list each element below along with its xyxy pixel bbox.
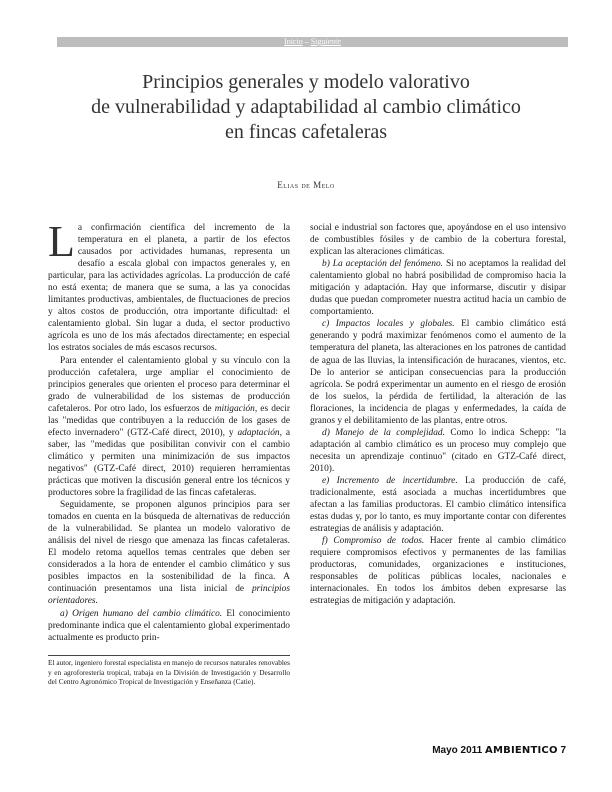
paragraph-continued (310, 222, 566, 258)
paragraph-mitigation (48, 355, 290, 500)
paragraph-principle-e (310, 475, 566, 535)
principle-d-heading: d) Manejo de la complejidad. (322, 427, 445, 438)
principle-c-text: El cambio climático está generando y podrá maximizar fenómenos como el aumento de la temperatura del planeta, las alteraciones en los patrones de cantidad de agua de las lluvias, la intensificación de huracanes, vientos, etc. De lo anterior se anticipan consecuencias para la producción agrícola. Se podrá experimentar un aumento en el riesgo de erosión de los suelos, la pérdida de fertilidad, la alteración de las floraciones, la incidencia de plagas y enfermedades, la caída de granos y el debilitamiento de las plantas, entre otros. (310, 319, 566, 426)
author-name (0, 180, 612, 190)
title-line-1: Principios generales y modelo valorativo (142, 71, 470, 93)
principle-a-heading: a) Origen humano del cambio climático. (60, 608, 223, 619)
principle-b-text: Si no aceptamos la realidad del calentamiento global no habrá posibilidad de compromiso hacia la mitigación y adaptación. Hay que informarse, discutir y disipar dudas que puedan comprometer nuestra actitud hacia un cambio de comportamiento. (310, 259, 566, 318)
drop-cap: L (48, 217, 75, 266)
page-number: 7 (560, 745, 566, 756)
principle-f-text: Hacer frente al cambio climático requiere compromisos efectivos y permanentes de las familias productoras, comunidades, organizaciones e instituciones, responsables de políticas públicas locales, nacionales e internacionales. En todos los ámbitos deben expresarse las estrategias de mitigación y adaptación. (310, 536, 566, 607)
principle-e-heading: e) Incremento de incertidumbre. (322, 475, 458, 486)
right-column (310, 222, 566, 608)
p3-text: Seguidamente, se proponen algunos principios para ser tomados en cuenta en la búsqueda de alternativas de reducción de la vulnerabilidad. Se plantea un modelo valorativo de análisis del nivel de riesgo que amenaza las fincas cafetaleras. El modelo retoma aquellos temas centrales que deben ser considerados a la hora de entender el cambio climático y sus posibles impactos en la sostenibilidad de la finca. A continuación presentamos una lista inicial de (48, 500, 290, 595)
paragraph-principles (48, 499, 290, 607)
paragraph-principle-a (48, 608, 290, 644)
term-principles: principios orientadores. (48, 584, 290, 607)
principle-f-heading: f) Compromiso de todos. (322, 536, 425, 547)
issue-date: Mayo 2011 (432, 745, 483, 756)
principle-a-text: El conocimiento predominante indica que el calentamiento global experimentado actualmente es producto prin- (48, 608, 291, 643)
intro-text: a confirmación científica del incremento de la temperatura en el planeta, a partir de los efectos causados por actividades humanas, representa un desafío a escala global con impactos generales y, en particular, para las actividades agrícolas. La producción de café no está exenta; de manera que se suma, a las ya conocidas limitantes productivas, ambientales, de fluctuaciones de precios y altos costos de producción, otra importante dificultad: el calentamiento global. Sin lugar a duda, el sector productivo agrícola es uno de los más afectados directamente; en especial los estratos sociales de más escasos recursos. (48, 223, 290, 354)
principle-e-text: La producción de café, tradicionalmente, está asociada a muchas incertidumbres que afectan a las familias productoras. El cambio climático intensifica estas dudas y, por lo tanto, es muy importante contar con diferentes estrategias de análisis y adaptación. (310, 475, 567, 535)
footnote-text: El autor, ingeniero forestal especialista en manejo de recursos naturales renovables y en agroforestería tropical, trabaja en la División de Investigación y Desarrollo del Centro Agronómico Tropical de Investigación y Enseñanza (Catie). (48, 658, 290, 687)
principle-b-heading: b) La aceptación del fenómeno. (322, 259, 443, 270)
page-footer (432, 745, 566, 756)
nav-links (57, 36, 568, 48)
paragraph-principle-d (310, 427, 566, 475)
term-mitigation: mitigación, (214, 403, 258, 414)
magazine-logo: AMBIENTICO (485, 745, 558, 756)
author-text: Elias de Melo (277, 180, 335, 190)
principle-d-text: Como lo indica Schepp: "la adaptación al cambio climático es un proceso muy complejo que necesita un aprendizaje continuo" (citado en GTZ-Café direct, 2010). (310, 427, 566, 474)
nav-separator: – (302, 37, 311, 46)
paragraph-principle-b (310, 258, 566, 318)
author-footnote (48, 655, 290, 687)
p2-text-c: , a saber, las "medidas que posibilitan convivir con el cambio climático y permiten una minimización de sus impactos negativos" (GTZ-Café direct, 2010) requieren herramientas prácticas que motiven la discusión general entre los técnicos y productores sobre la fragilidad de las fincas cafetaleras. (48, 427, 290, 499)
title-line-3: en fincas cafetaleras (224, 121, 388, 143)
continued-text: social e industrial son factores que, apoyándose en el uso intensivo de combustibles fósiles y de cambio de la cobertura forestal, explican las alteraciones climáticas. (310, 223, 566, 258)
paragraph-intro (48, 217, 290, 355)
principle-c-heading: c) Impactos locales y globales. (322, 319, 455, 330)
link-inicio[interactable]: Inicio (284, 37, 303, 46)
paragraph-principle-c (310, 318, 566, 426)
navigation-bar (57, 37, 568, 47)
title-line-2: de vulnerabilidad y adaptabilidad al cambio climático (91, 96, 521, 118)
p2-text-b: es decir las "medidas que contribuyen a la reducción de los gases de efecto invernadero" (GTZ-Café direct, 2010), y (48, 403, 290, 438)
article-title (40, 70, 572, 145)
p2-text-a: Para entender el calentamiento global y su vínculo con la producción cafetalera, urge ampliar el conocimiento de principios generales que orienten el proceso para determinar el grado de vulnerabilidad de los sistemas de producción cafetaleros. Por otro lado, los esfuerzos de (48, 355, 290, 414)
left-column (48, 217, 291, 644)
link-siguiente[interactable]: Siguiente (310, 37, 341, 46)
term-adaptation: adaptación (237, 427, 280, 438)
paragraph-principle-f (310, 535, 566, 607)
